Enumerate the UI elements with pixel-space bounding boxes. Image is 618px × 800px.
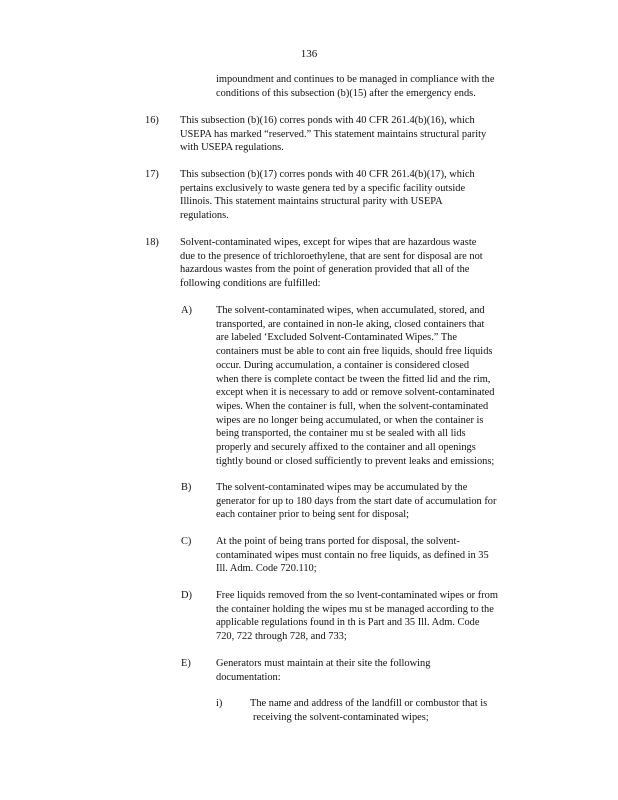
text-line: being transported, the container mu st be sealed with all lids: [216, 428, 466, 440]
item-body: [180, 168, 542, 223]
item-body: [216, 304, 544, 468]
text-line: Free liquids removed from the so lvent-contaminated wipes or from: [216, 590, 498, 601]
text-line: documentation:: [216, 671, 281, 683]
item-letter: C): [181, 536, 192, 547]
text-line: except when it is necessary to add or remove solvent-contaminated: [216, 387, 495, 399]
text-line: pertains exclusively to waste genera ted by a specific facility outside: [180, 182, 466, 194]
text-line: impoundment and continues to be managed in compliance with the: [216, 74, 495, 85]
text-line: generator for up to 180 days from the start date of accumulation for: [216, 495, 497, 507]
text-line: hazardous wastes from the point of generation provided that all of the: [180, 264, 470, 276]
text-line: USEPA has marked “reserved.” This statement maintains structural parity: [180, 128, 487, 140]
text-line: The solvent-contaminated wipes, when accumulated, stored, and: [216, 305, 485, 316]
text-line: conditions of this subsection (b)(15) after the emergency ends.: [216, 87, 476, 99]
text-line: following conditions are fulfilled:: [180, 278, 321, 290]
text-line: applicable regulations found in th is Part and 35 Ill. Adm. Code: [216, 617, 480, 629]
item-letter: B): [181, 482, 192, 493]
text-line: due to the presence of trichloroethylene, that are sent for disposal are not: [180, 250, 483, 262]
item-letter: E): [181, 658, 191, 669]
item-body: [180, 114, 542, 155]
text-line: The name and address of the landfill or combustor that is: [250, 698, 488, 709]
item-body: [180, 236, 542, 291]
text-line: Illinois. This statement maintains structural parity with USEPA: [180, 196, 443, 208]
text-line: transported, are contained in non-le aking, closed containers that: [216, 318, 485, 330]
text-line: the container holding the wipes mu st be managed according to the: [216, 603, 494, 615]
item-body: [250, 697, 544, 724]
text-line: each container prior to being sent for disposal;: [216, 509, 410, 521]
text-line: when there is complete contact be tween the fitted lid and the rim,: [216, 373, 491, 385]
text-line: receiving the solvent-contaminated wipes;: [253, 711, 429, 723]
text-line: contaminated wipes must contain no free liquids, as defined in 35: [216, 549, 489, 561]
item-numeral: i): [216, 698, 223, 709]
text-line: wipes. When the container is full, when the solvent-contaminated: [216, 400, 489, 412]
text-line: This subsection (b)(16) corres ponds with 40 CFR 261.4(b)(16), which: [180, 115, 475, 126]
text-line: properly and securely affixed to the container and all openings: [216, 442, 476, 454]
item-body: [216, 589, 544, 644]
text-line: containers must be able to cont ain free liquids, should free liquids: [216, 346, 493, 358]
item-body: [216, 481, 544, 522]
item-body: [216, 535, 544, 576]
text-line: tightly bound or closed sufficiently to prevent leaks and emissions;: [216, 455, 495, 467]
item-number: 16): [145, 115, 159, 126]
item-body: [216, 657, 544, 684]
item-number: 18): [145, 237, 159, 248]
page-number: 136: [300, 48, 318, 60]
item-letter: A): [181, 305, 192, 316]
text-line: Ill. Adm. Code 720.110;: [216, 563, 317, 575]
item-number: 17): [145, 169, 159, 180]
text-line: Generators must maintain at their site the following: [216, 658, 431, 669]
text-line: This subsection (b)(17) corres ponds with 40 CFR 261.4(b)(17), which: [180, 169, 475, 180]
text-line: 720, 722 through 728, and 733;: [216, 631, 347, 643]
text-line: The solvent-contaminated wipes may be accumulated by the: [216, 482, 468, 493]
text-line: occur. During accumulation, a container is considered closed: [216, 359, 470, 371]
text-line: are labeled ‘Excluded Solvent-Contaminated Wipes.” The: [216, 332, 457, 344]
item-letter: D): [181, 590, 192, 601]
continued-paragraph: [216, 73, 542, 100]
text-line: wipes are no longer being accumulated, or when the container is: [216, 414, 484, 426]
text-line: At the point of being trans ported for disposal, the solvent-: [216, 536, 460, 547]
text-line: regulations.: [180, 210, 229, 222]
text-line: Solvent-contaminated wipes, except for wipes that are hazardous waste: [180, 237, 477, 248]
text-line: with USEPA regulations.: [180, 142, 284, 154]
